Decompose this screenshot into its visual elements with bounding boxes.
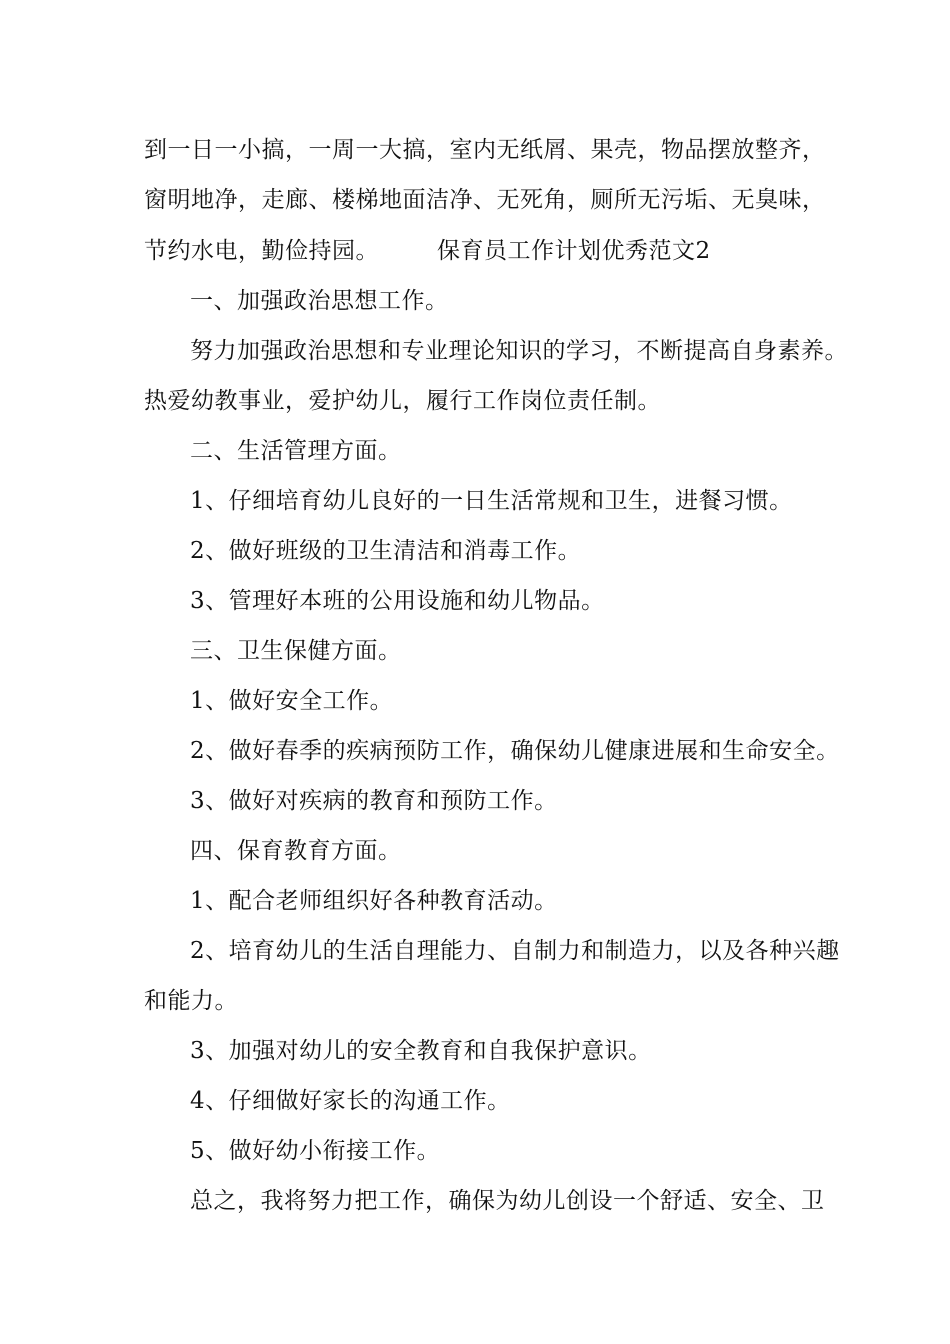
paragraph-text: 节约水电，勤俭持园。 bbox=[144, 238, 379, 264]
list-item: 2、培育幼儿的生活自理能力、自制力和制造力，以及各种兴趣 bbox=[190, 938, 840, 964]
paragraph-line: 和能力。 bbox=[144, 988, 238, 1014]
paragraph-line: 努力加强政治思想和专业理论知识的学习，不断提高自身素养。 bbox=[190, 338, 848, 364]
list-item: 1、仔细培育幼儿良好的一日生活常规和卫生，进餐习惯。 bbox=[190, 488, 793, 514]
list-item: 3、加强对幼儿的安全教育和自我保护意识。 bbox=[190, 1038, 652, 1064]
paragraph-line: 到一日一小搞，一周一大搞，室内无纸屑、果壳，物品摆放整齐， bbox=[144, 137, 826, 163]
paragraph-line: 热爱幼教事业，爱护幼儿，履行工作岗位责任制。 bbox=[144, 388, 661, 414]
section-heading: 二、生活管理方面。 bbox=[190, 438, 402, 464]
list-item: 2、做好班级的卫生清洁和消毒工作。 bbox=[190, 538, 582, 564]
list-item: 3、做好对疾病的教育和预防工作。 bbox=[190, 788, 558, 814]
list-item: 1、配合老师组织好各种教育活动。 bbox=[190, 888, 558, 914]
list-item: 3、管理好本班的公用设施和幼儿物品。 bbox=[190, 588, 605, 614]
list-item: 5、做好幼小衔接工作。 bbox=[190, 1138, 441, 1164]
list-item: 1、做好安全工作。 bbox=[190, 688, 394, 714]
list-item: 2、做好春季的疾病预防工作，确保幼儿健康进展和生命安全。 bbox=[190, 738, 840, 764]
section-title: 保育员工作计划优秀范文2 bbox=[437, 238, 711, 264]
section-heading: 一、加强政治思想工作。 bbox=[190, 288, 449, 314]
paragraph-line: 总之，我将努力把工作，确保为幼儿创设一个舒适、安全、卫 bbox=[190, 1188, 825, 1214]
paragraph-line-with-heading bbox=[144, 236, 711, 266]
paragraph-line: 窗明地净，走廊、楼梯地面洁净、无死角，厕所无污垢、无臭味， bbox=[144, 187, 826, 213]
section-heading: 四、保育教育方面。 bbox=[190, 838, 402, 864]
section-heading: 三、卫生保健方面。 bbox=[190, 638, 402, 664]
list-item: 4、仔细做好家长的沟通工作。 bbox=[190, 1088, 511, 1114]
